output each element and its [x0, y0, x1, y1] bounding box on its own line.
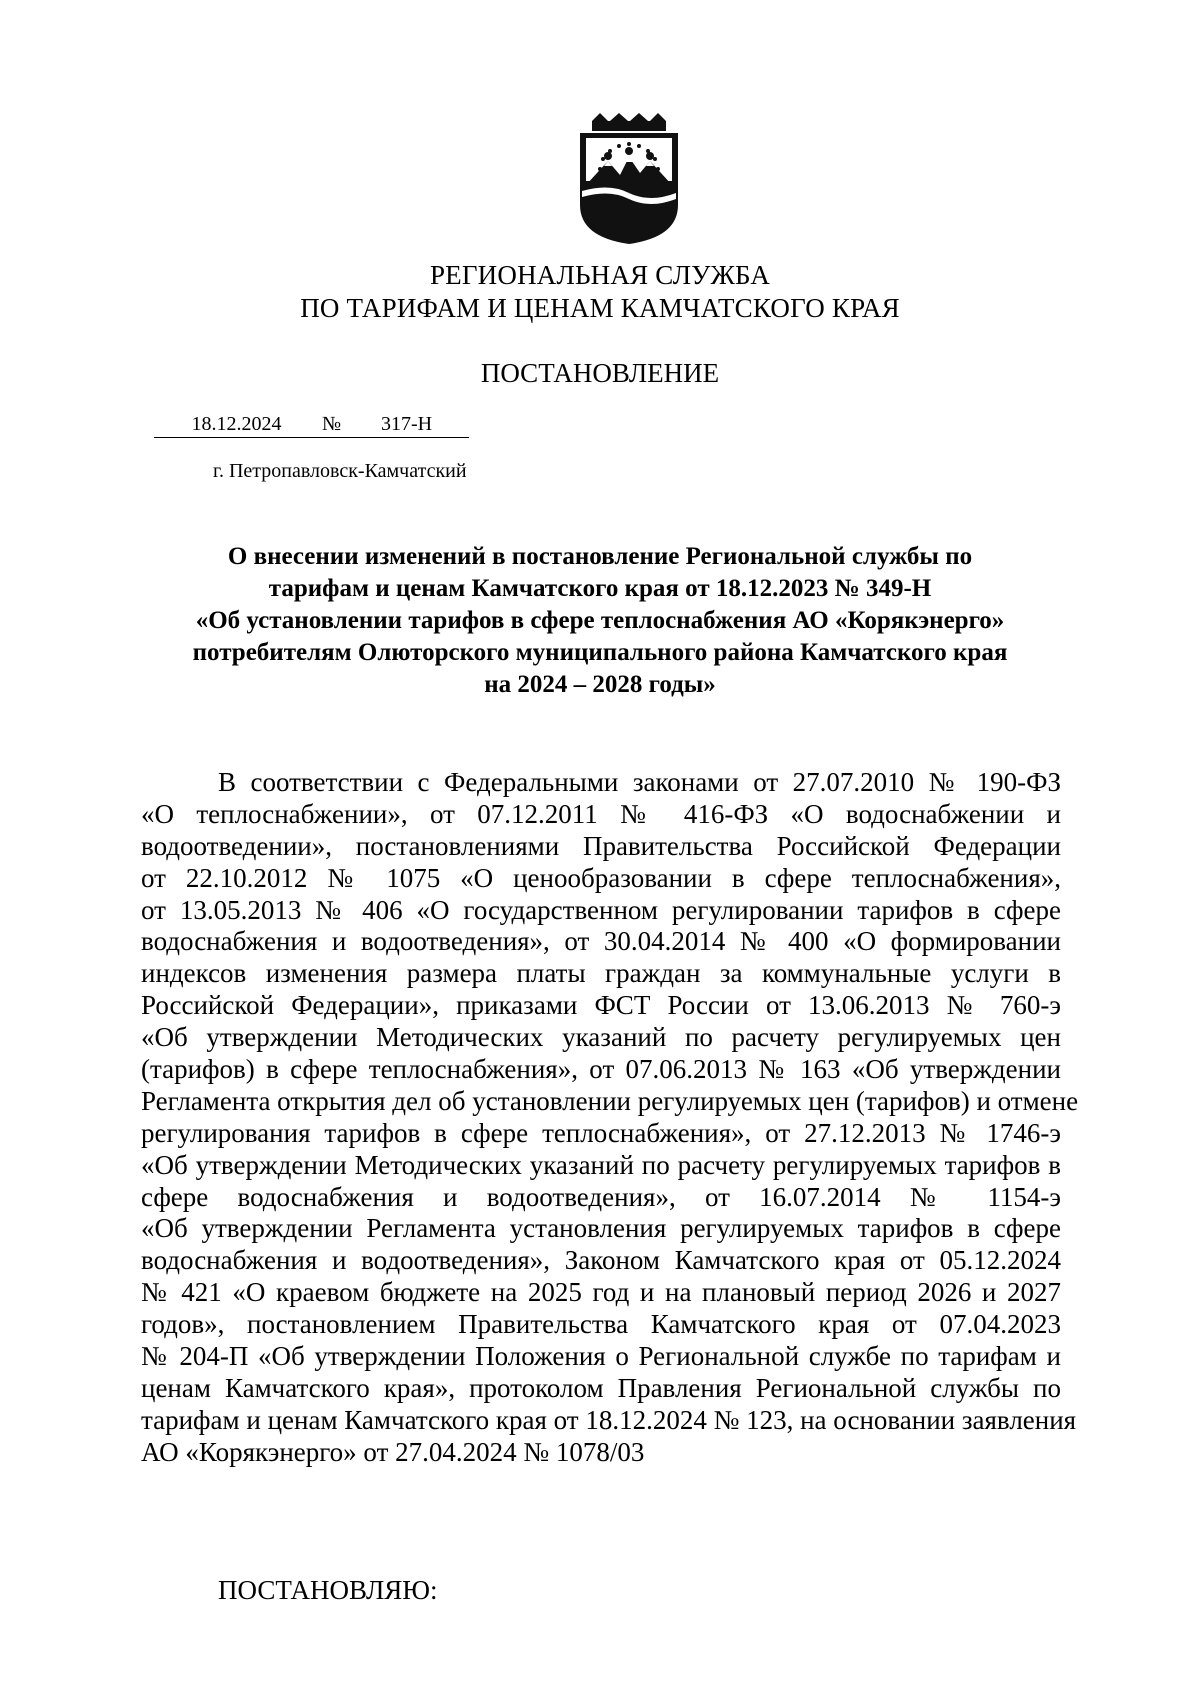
title-line: на 2024 – 2028 годы» [484, 671, 716, 698]
body-line: от 13.05.2013 № 406 «О государственном регулировании тарифов в сфере [141, 894, 1061, 925]
body-line: В соответствии с Федеральными законами от 27.07.2010 № 190-ФЗ [218, 767, 1061, 797]
document-number: 317-Н [344, 412, 469, 438]
body-line: регулирования тарифов в сфере теплоснабжения», от 27.12.2013 № 1746-э [141, 1117, 1061, 1148]
body-line: «Об утверждении Методических указаний по расчету регулируемых тарифов в [141, 1149, 1061, 1180]
number-sign: № [319, 412, 344, 438]
body-line: (тарифов) в сфере теплоснабжения», от 07.06.2013 № 163 «Об утверждении [141, 1054, 1061, 1085]
title-line: «Об установлении тарифов в сфере теплоснабжения АО «Корякэнерго» [195, 607, 1005, 634]
body-line: от 22.10.2012 № 1075 «О ценообразовании в сфере теплоснабжения», [141, 862, 1061, 893]
body-line: водоснабжения и водоотведения», от 30.04.2014 № 400 «О формировании [141, 926, 1061, 957]
body-line: ценам Камчатского края», протоколом Правления Региональной службы по [141, 1372, 1061, 1403]
decree-label: ПОСТАНОВЛЯЮ: [218, 1575, 438, 1605]
coat-of-arms-icon [570, 113, 688, 245]
document-city: г. Петропавловск-Камчатский [213, 460, 467, 482]
body-line: «Об утверждении Методических указаний по расчету регулируемых цен [141, 1022, 1061, 1053]
body-line: Российской Федерации», приказами ФСТ России от 13.06.2013 № 760-э [141, 990, 1061, 1021]
body-line: годов», постановлением Правительства Камчатского края от 07.04.2023 [141, 1309, 1061, 1340]
title-line: потребителям Олюторского муниципального района Камчатского края [192, 639, 1008, 666]
body-line: «О теплоснабжении», от 07.12.2011 № 416-ФЗ «О водоснабжении и [141, 798, 1061, 829]
body-line: водоснабжения и водоотведения», Законом Камчатского края от 05.12.2024 [141, 1245, 1061, 1276]
body-line: № 421 «О краевом бюджете на 2025 год и на плановый период 2026 и 2027 [141, 1277, 1061, 1308]
body-line: «Об утверждении Регламента установления регулируемых тарифов в сфере [141, 1213, 1061, 1244]
body-line: АО «Корякэнерго» от 27.04.2024 № 1078/03 [141, 1436, 645, 1467]
organization-name-line-2: ПО ТАРИФАМ И ЦЕНАМ КАМЧАТСКОГО КРАЯ [300, 293, 900, 323]
document-title [150, 541, 1050, 701]
date-number-row [154, 412, 469, 438]
document-date: 18.12.2024 [154, 412, 319, 438]
document-body-paragraph [141, 767, 1079, 1469]
body-line: № 204-П «Об утверждении Положения о Региональной службе по тарифам и [141, 1341, 1061, 1372]
body-line: индексов изменения размера платы граждан за коммунальные услуги в [141, 958, 1061, 989]
title-line: О внесении изменений в постановление Региональной службы по [227, 543, 973, 570]
body-line: водоотведении», постановлениями Правительства Российской Федерации [141, 830, 1061, 861]
title-line: тарифам и ценам Камчатского края от 18.12.2023 № 349-Н [268, 575, 932, 602]
body-line: сфере водоснабжения и водоотведения», от 16.07.2014 № 1154-э [141, 1181, 1061, 1212]
document-type-heading: ПОСТАНОВЛЕНИЕ [480, 358, 720, 388]
body-line: тарифам и ценам Камчатского края от 18.12.2024 № 123, на основании заявления [141, 1404, 1077, 1435]
organization-name-line-1: РЕГИОНАЛЬНАЯ СЛУЖБА [429, 260, 771, 290]
body-line: Регламента открытия дел об установлении регулируемых цен (тарифов) и отмене [141, 1085, 1079, 1116]
